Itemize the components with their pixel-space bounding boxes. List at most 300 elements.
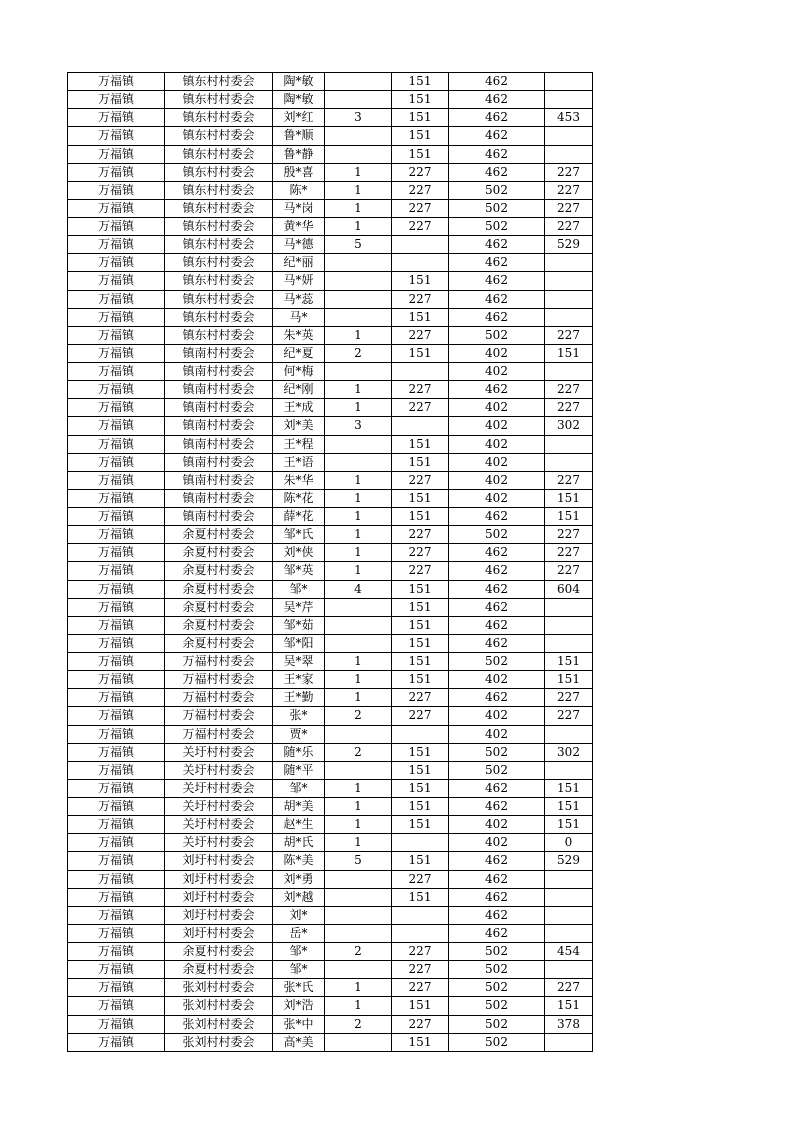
table-row: [68, 73, 593, 91]
amount-a-cell: 151: [392, 852, 449, 870]
total-cell: 227: [545, 199, 593, 217]
count-cell: 1: [325, 471, 392, 489]
total-cell: 378: [545, 1015, 593, 1033]
town-cell: 万福镇: [68, 254, 165, 272]
data-table: [67, 72, 593, 1052]
total-cell: 227: [545, 399, 593, 417]
count-cell: 1: [325, 399, 392, 417]
name-cell: 纪*夏: [273, 344, 325, 362]
amount-a-cell: 151: [392, 91, 449, 109]
count-cell: 1: [325, 526, 392, 544]
village-committee-cell: 余夏村村委会: [165, 526, 273, 544]
table-row: [68, 526, 593, 544]
village-committee-cell: 镇南村村委会: [165, 489, 273, 507]
name-cell: 刘*越: [273, 888, 325, 906]
count-cell: [325, 924, 392, 942]
count-cell: 1: [325, 181, 392, 199]
village-committee-cell: 镇东村村委会: [165, 181, 273, 199]
name-cell: 刘*浩: [273, 997, 325, 1015]
amount-a-cell: 151: [392, 1033, 449, 1051]
count-cell: [325, 453, 392, 471]
amount-b-cell: 402: [449, 471, 545, 489]
village-committee-cell: 张刘村村委会: [165, 1033, 273, 1051]
town-cell: 万福镇: [68, 634, 165, 652]
amount-a-cell: 151: [392, 598, 449, 616]
name-cell: 陈*美: [273, 852, 325, 870]
amount-a-cell: 227: [392, 163, 449, 181]
town-cell: 万福镇: [68, 870, 165, 888]
town-cell: 万福镇: [68, 961, 165, 979]
amount-a-cell: 227: [392, 326, 449, 344]
village-committee-cell: 镇南村村委会: [165, 399, 273, 417]
count-cell: [325, 127, 392, 145]
table-row: [68, 544, 593, 562]
village-committee-cell: 余夏村村委会: [165, 634, 273, 652]
table-row: [68, 562, 593, 580]
amount-b-cell: 462: [449, 689, 545, 707]
village-committee-cell: 刘圩村村委会: [165, 906, 273, 924]
amount-a-cell: 151: [392, 761, 449, 779]
amount-b-cell: 462: [449, 254, 545, 272]
amount-a-cell: 151: [392, 308, 449, 326]
amount-b-cell: 462: [449, 272, 545, 290]
amount-b-cell: 502: [449, 218, 545, 236]
town-cell: 万福镇: [68, 199, 165, 217]
amount-b-cell: 462: [449, 544, 545, 562]
total-cell: 151: [545, 344, 593, 362]
village-committee-cell: 镇南村村委会: [165, 381, 273, 399]
table-row: [68, 598, 593, 616]
count-cell: 1: [325, 326, 392, 344]
total-cell: [545, 91, 593, 109]
total-cell: 454: [545, 943, 593, 961]
amount-b-cell: 462: [449, 91, 545, 109]
amount-b-cell: 462: [449, 580, 545, 598]
table-row: [68, 181, 593, 199]
total-cell: [545, 145, 593, 163]
village-committee-cell: 万福村村委会: [165, 653, 273, 671]
count-cell: [325, 272, 392, 290]
count-cell: 2: [325, 1015, 392, 1033]
table-row: [68, 634, 593, 652]
total-cell: 227: [545, 707, 593, 725]
village-committee-cell: 镇东村村委会: [165, 290, 273, 308]
total-cell: [545, 924, 593, 942]
town-cell: 万福镇: [68, 544, 165, 562]
village-committee-cell: 万福村村委会: [165, 725, 273, 743]
amount-a-cell: 227: [392, 961, 449, 979]
table-row: [68, 218, 593, 236]
count-cell: 1: [325, 653, 392, 671]
total-cell: [545, 725, 593, 743]
name-cell: 刘*勇: [273, 870, 325, 888]
town-cell: 万福镇: [68, 725, 165, 743]
name-cell: 鲁*静: [273, 145, 325, 163]
name-cell: 吴*翠: [273, 653, 325, 671]
total-cell: 227: [545, 689, 593, 707]
count-cell: [325, 906, 392, 924]
village-committee-cell: 镇南村村委会: [165, 453, 273, 471]
table-row: [68, 834, 593, 852]
total-cell: 151: [545, 816, 593, 834]
total-cell: 529: [545, 852, 593, 870]
amount-b-cell: 462: [449, 236, 545, 254]
amount-a-cell: [392, 725, 449, 743]
table-row: [68, 616, 593, 634]
total-cell: 227: [545, 181, 593, 199]
amount-b-cell: 462: [449, 906, 545, 924]
total-cell: [545, 906, 593, 924]
amount-b-cell: 462: [449, 779, 545, 797]
amount-b-cell: 502: [449, 199, 545, 217]
name-cell: 胡*美: [273, 798, 325, 816]
town-cell: 万福镇: [68, 834, 165, 852]
name-cell: 何*梅: [273, 363, 325, 381]
count-cell: [325, 73, 392, 91]
amount-b-cell: 462: [449, 888, 545, 906]
town-cell: 万福镇: [68, 1015, 165, 1033]
table-row: [68, 163, 593, 181]
amount-a-cell: [392, 363, 449, 381]
village-committee-cell: 刘圩村村委会: [165, 924, 273, 942]
table-row: [68, 997, 593, 1015]
village-committee-cell: 镇南村村委会: [165, 435, 273, 453]
name-cell: 纪*丽: [273, 254, 325, 272]
amount-a-cell: [392, 236, 449, 254]
town-cell: 万福镇: [68, 326, 165, 344]
name-cell: 陶*敏: [273, 73, 325, 91]
village-committee-cell: 余夏村村委会: [165, 598, 273, 616]
total-cell: 151: [545, 779, 593, 797]
total-cell: [545, 870, 593, 888]
town-cell: 万福镇: [68, 924, 165, 942]
town-cell: 万福镇: [68, 91, 165, 109]
amount-a-cell: 227: [392, 1015, 449, 1033]
town-cell: 万福镇: [68, 145, 165, 163]
count-cell: 1: [325, 689, 392, 707]
name-cell: 随*乐: [273, 743, 325, 761]
total-cell: 151: [545, 798, 593, 816]
name-cell: 邹*: [273, 580, 325, 598]
amount-a-cell: 151: [392, 671, 449, 689]
total-cell: 227: [545, 544, 593, 562]
amount-a-cell: 227: [392, 870, 449, 888]
amount-b-cell: 502: [449, 653, 545, 671]
amount-b-cell: 502: [449, 181, 545, 199]
town-cell: 万福镇: [68, 943, 165, 961]
total-cell: [545, 73, 593, 91]
village-committee-cell: 关圩村村委会: [165, 743, 273, 761]
town-cell: 万福镇: [68, 308, 165, 326]
amount-b-cell: 402: [449, 707, 545, 725]
table-row: [68, 1015, 593, 1033]
amount-a-cell: 151: [392, 344, 449, 362]
total-cell: [545, 453, 593, 471]
name-cell: 吴*芹: [273, 598, 325, 616]
count-cell: 1: [325, 979, 392, 997]
amount-a-cell: 151: [392, 743, 449, 761]
count-cell: 2: [325, 943, 392, 961]
village-committee-cell: 镇南村村委会: [165, 508, 273, 526]
table-row: [68, 508, 593, 526]
town-cell: 万福镇: [68, 671, 165, 689]
total-cell: 151: [545, 653, 593, 671]
amount-b-cell: 462: [449, 870, 545, 888]
amount-a-cell: [392, 254, 449, 272]
table-row: [68, 888, 593, 906]
amount-a-cell: [392, 924, 449, 942]
total-cell: [545, 290, 593, 308]
amount-b-cell: 462: [449, 308, 545, 326]
table-row: [68, 127, 593, 145]
name-cell: 王*程: [273, 435, 325, 453]
amount-b-cell: 462: [449, 562, 545, 580]
amount-a-cell: 227: [392, 943, 449, 961]
amount-b-cell: 462: [449, 634, 545, 652]
village-committee-cell: 余夏村村委会: [165, 961, 273, 979]
town-cell: 万福镇: [68, 580, 165, 598]
count-cell: 1: [325, 199, 392, 217]
count-cell: [325, 961, 392, 979]
count-cell: 4: [325, 580, 392, 598]
amount-b-cell: 402: [449, 671, 545, 689]
town-cell: 万福镇: [68, 471, 165, 489]
table-row: [68, 471, 593, 489]
village-committee-cell: 张刘村村委会: [165, 979, 273, 997]
name-cell: 马*蕊: [273, 290, 325, 308]
amount-b-cell: 462: [449, 109, 545, 127]
town-cell: 万福镇: [68, 852, 165, 870]
amount-b-cell: 402: [449, 363, 545, 381]
village-committee-cell: 镇东村村委会: [165, 308, 273, 326]
count-cell: 1: [325, 779, 392, 797]
name-cell: 王*成: [273, 399, 325, 417]
name-cell: 随*平: [273, 761, 325, 779]
town-cell: 万福镇: [68, 344, 165, 362]
count-cell: 3: [325, 109, 392, 127]
name-cell: 朱*华: [273, 471, 325, 489]
village-committee-cell: 刘圩村村委会: [165, 888, 273, 906]
table-row: [68, 91, 593, 109]
village-committee-cell: 张刘村村委会: [165, 1015, 273, 1033]
village-committee-cell: 关圩村村委会: [165, 834, 273, 852]
count-cell: 2: [325, 344, 392, 362]
village-committee-cell: 镇东村村委会: [165, 272, 273, 290]
count-cell: [325, 616, 392, 634]
village-committee-cell: 关圩村村委会: [165, 798, 273, 816]
table-row: [68, 308, 593, 326]
amount-a-cell: 151: [392, 435, 449, 453]
village-committee-cell: 张刘村村委会: [165, 997, 273, 1015]
town-cell: 万福镇: [68, 743, 165, 761]
total-cell: [545, 888, 593, 906]
total-cell: 227: [545, 471, 593, 489]
count-cell: 1: [325, 508, 392, 526]
table-row: [68, 254, 593, 272]
amount-b-cell: 462: [449, 73, 545, 91]
village-committee-cell: 刘圩村村委会: [165, 852, 273, 870]
amount-b-cell: 462: [449, 616, 545, 634]
total-cell: 302: [545, 417, 593, 435]
total-cell: [545, 254, 593, 272]
count-cell: 1: [325, 798, 392, 816]
village-committee-cell: 镇东村村委会: [165, 326, 273, 344]
table-row: [68, 199, 593, 217]
amount-b-cell: 402: [449, 344, 545, 362]
amount-b-cell: 502: [449, 1033, 545, 1051]
name-cell: 邹*茹: [273, 616, 325, 634]
table-row: [68, 290, 593, 308]
town-cell: 万福镇: [68, 163, 165, 181]
amount-b-cell: 502: [449, 979, 545, 997]
total-cell: [545, 435, 593, 453]
village-committee-cell: 关圩村村委会: [165, 761, 273, 779]
town-cell: 万福镇: [68, 218, 165, 236]
count-cell: 2: [325, 743, 392, 761]
count-cell: 1: [325, 218, 392, 236]
amount-a-cell: 151: [392, 127, 449, 145]
town-cell: 万福镇: [68, 181, 165, 199]
village-committee-cell: 镇东村村委会: [165, 145, 273, 163]
total-cell: 529: [545, 236, 593, 254]
table-row: [68, 798, 593, 816]
town-cell: 万福镇: [68, 979, 165, 997]
amount-a-cell: 227: [392, 562, 449, 580]
amount-b-cell: 402: [449, 435, 545, 453]
table-body: [68, 73, 593, 1052]
amount-a-cell: 151: [392, 508, 449, 526]
village-committee-cell: 镇南村村委会: [165, 344, 273, 362]
total-cell: 0: [545, 834, 593, 852]
table-row: [68, 580, 593, 598]
name-cell: 王*语: [273, 453, 325, 471]
village-committee-cell: 关圩村村委会: [165, 779, 273, 797]
table-row: [68, 399, 593, 417]
amount-a-cell: 151: [392, 489, 449, 507]
count-cell: [325, 145, 392, 163]
name-cell: 马*岗: [273, 199, 325, 217]
town-cell: 万福镇: [68, 689, 165, 707]
town-cell: 万福镇: [68, 290, 165, 308]
amount-a-cell: 151: [392, 798, 449, 816]
town-cell: 万福镇: [68, 888, 165, 906]
table-row: [68, 671, 593, 689]
village-committee-cell: 刘圩村村委会: [165, 870, 273, 888]
count-cell: 2: [325, 707, 392, 725]
name-cell: 贾*: [273, 725, 325, 743]
total-cell: [545, 363, 593, 381]
town-cell: 万福镇: [68, 399, 165, 417]
total-cell: [545, 961, 593, 979]
amount-b-cell: 462: [449, 508, 545, 526]
table-row: [68, 1033, 593, 1051]
amount-a-cell: 227: [392, 199, 449, 217]
total-cell: [545, 616, 593, 634]
amount-a-cell: [392, 417, 449, 435]
table-row: [68, 453, 593, 471]
village-committee-cell: 镇东村村委会: [165, 109, 273, 127]
name-cell: 刘*: [273, 906, 325, 924]
amount-b-cell: 502: [449, 326, 545, 344]
town-cell: 万福镇: [68, 653, 165, 671]
count-cell: [325, 290, 392, 308]
amount-a-cell: 151: [392, 73, 449, 91]
amount-a-cell: 227: [392, 544, 449, 562]
village-committee-cell: 万福村村委会: [165, 689, 273, 707]
amount-a-cell: 151: [392, 888, 449, 906]
name-cell: 邹*英: [273, 562, 325, 580]
total-cell: [545, 634, 593, 652]
table-row: [68, 417, 593, 435]
village-committee-cell: 镇东村村委会: [165, 236, 273, 254]
amount-b-cell: 402: [449, 816, 545, 834]
table-row: [68, 707, 593, 725]
name-cell: 邹*阳: [273, 634, 325, 652]
total-cell: [545, 127, 593, 145]
village-committee-cell: 镇东村村委会: [165, 199, 273, 217]
count-cell: 1: [325, 544, 392, 562]
total-cell: [545, 598, 593, 616]
town-cell: 万福镇: [68, 453, 165, 471]
name-cell: 赵*生: [273, 816, 325, 834]
count-cell: 1: [325, 834, 392, 852]
count-cell: 1: [325, 997, 392, 1015]
amount-a-cell: 151: [392, 109, 449, 127]
town-cell: 万福镇: [68, 816, 165, 834]
count-cell: [325, 725, 392, 743]
town-cell: 万福镇: [68, 707, 165, 725]
town-cell: 万福镇: [68, 562, 165, 580]
town-cell: 万福镇: [68, 73, 165, 91]
total-cell: 453: [545, 109, 593, 127]
village-committee-cell: 余夏村村委会: [165, 580, 273, 598]
village-committee-cell: 镇东村村委会: [165, 73, 273, 91]
amount-a-cell: 227: [392, 381, 449, 399]
town-cell: 万福镇: [68, 798, 165, 816]
name-cell: 纪*刚: [273, 381, 325, 399]
village-committee-cell: 镇南村村委会: [165, 363, 273, 381]
village-committee-cell: 镇南村村委会: [165, 417, 273, 435]
total-cell: 227: [545, 979, 593, 997]
village-committee-cell: 镇南村村委会: [165, 471, 273, 489]
amount-b-cell: 402: [449, 834, 545, 852]
table-row: [68, 761, 593, 779]
village-committee-cell: 余夏村村委会: [165, 544, 273, 562]
amount-b-cell: 402: [449, 417, 545, 435]
table-row: [68, 961, 593, 979]
town-cell: 万福镇: [68, 363, 165, 381]
amount-b-cell: 502: [449, 526, 545, 544]
table-row: [68, 943, 593, 961]
name-cell: 胡*氏: [273, 834, 325, 852]
amount-b-cell: 462: [449, 290, 545, 308]
total-cell: 302: [545, 743, 593, 761]
amount-a-cell: 227: [392, 471, 449, 489]
town-cell: 万福镇: [68, 109, 165, 127]
name-cell: 邹*: [273, 779, 325, 797]
name-cell: 张*氏: [273, 979, 325, 997]
amount-b-cell: 462: [449, 145, 545, 163]
town-cell: 万福镇: [68, 906, 165, 924]
amount-b-cell: 462: [449, 127, 545, 145]
amount-a-cell: 151: [392, 816, 449, 834]
amount-b-cell: 462: [449, 798, 545, 816]
amount-b-cell: 402: [449, 489, 545, 507]
village-committee-cell: 余夏村村委会: [165, 616, 273, 634]
total-cell: 227: [545, 381, 593, 399]
count-cell: 1: [325, 489, 392, 507]
count-cell: [325, 634, 392, 652]
